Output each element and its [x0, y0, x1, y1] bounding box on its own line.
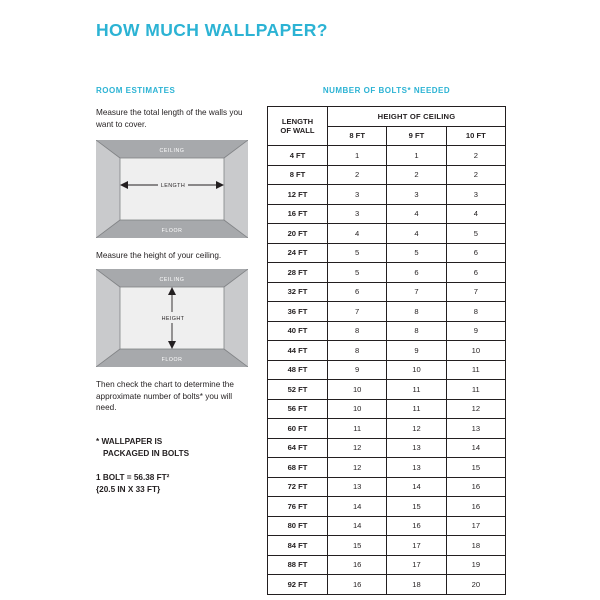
bolts-value-cell: 6	[387, 263, 446, 283]
table-row	[268, 555, 506, 575]
table-row	[268, 185, 506, 205]
bolts-value-cell: 3	[446, 185, 505, 205]
table-row	[268, 516, 506, 536]
bolts-value-cell: 8	[446, 302, 505, 322]
bolts-value-cell: 11	[446, 360, 505, 380]
row-label-wall-length: 12 FT	[268, 185, 328, 205]
section-heading-bolts-needed: NUMBER OF BOLTS* NEEDED	[322, 86, 451, 95]
bolts-value-cell: 9	[387, 341, 446, 361]
bolts-value-cell: 12	[387, 419, 446, 439]
bolts-value-cell: 2	[446, 165, 505, 185]
column-header-8ft: 8 FT	[328, 126, 387, 146]
row-label-wall-length: 80 FT	[268, 516, 328, 536]
bolts-value-cell: 12	[328, 438, 387, 458]
bolts-value-cell: 17	[387, 536, 446, 556]
row-label-wall-length: 40 FT	[268, 321, 328, 341]
bolts-value-cell: 6	[446, 243, 505, 263]
bolts-value-cell: 18	[387, 575, 446, 595]
table-row	[268, 341, 506, 361]
bolts-value-cell: 6	[328, 282, 387, 302]
row-label-wall-length: 32 FT	[268, 282, 328, 302]
bolt-size-calc	[96, 472, 248, 496]
table-row	[268, 399, 506, 419]
bolts-value-cell: 16	[328, 555, 387, 575]
bolts-value-cell: 8	[387, 321, 446, 341]
bolts-value-cell: 13	[387, 438, 446, 458]
bolts-value-cell: 14	[446, 438, 505, 458]
bolts-value-cell: 7	[328, 302, 387, 322]
row-label-wall-length: 4 FT	[268, 146, 328, 166]
table-row	[268, 282, 506, 302]
bolts-value-cell: 14	[328, 497, 387, 517]
bolts-value-cell: 6	[446, 263, 505, 283]
bolts-table-body	[268, 146, 506, 595]
row-label-wall-length: 88 FT	[268, 555, 328, 575]
row-label-wall-length: 8 FT	[268, 165, 328, 185]
table-row	[268, 224, 506, 244]
row-label-wall-length: 84 FT	[268, 536, 328, 556]
bolts-value-cell: 20	[446, 575, 505, 595]
column-header-9ft: 9 FT	[387, 126, 446, 146]
bolts-value-cell: 11	[387, 380, 446, 400]
bolts-value-cell: 9	[446, 321, 505, 341]
bolts-value-cell: 17	[446, 516, 505, 536]
row-label-wall-length: 28 FT	[268, 263, 328, 283]
row-label-wall-length: 60 FT	[268, 419, 328, 439]
ceiling-label: CEILING	[159, 276, 185, 283]
bolts-value-cell: 5	[328, 263, 387, 283]
bolts-value-cell: 8	[387, 302, 446, 322]
group-header-height-of-ceiling: HEIGHT OF CEILING	[328, 107, 506, 127]
table-row	[268, 146, 506, 166]
table-row	[268, 360, 506, 380]
bolts-value-cell: 2	[446, 146, 505, 166]
bolt-note-line2: PACKAGED IN BOLTS	[103, 449, 190, 459]
bolts-value-cell: 15	[387, 497, 446, 517]
table-row	[268, 477, 506, 497]
bolts-value-cell: 12	[328, 458, 387, 478]
row-label-wall-length: 68 FT	[268, 458, 328, 478]
bolts-value-cell: 1	[328, 146, 387, 166]
floor-label: FLOOR	[161, 356, 183, 363]
bolts-value-cell: 7	[387, 282, 446, 302]
table-row	[268, 497, 506, 517]
table-row	[268, 165, 506, 185]
bolt-note-line1: * WALLPAPER IS	[96, 437, 163, 447]
bolts-value-cell: 11	[387, 399, 446, 419]
bolts-value-cell: 16	[387, 516, 446, 536]
instruction-measure-length: Measure the total length of the walls you want to cover.	[96, 108, 243, 129]
table-row	[268, 204, 506, 224]
bolt-calc-line2: {20.5 IN X 33 FT}	[96, 485, 161, 495]
bolts-value-cell: 4	[446, 204, 505, 224]
bolts-value-cell: 10	[446, 341, 505, 361]
row-label-wall-length: 16 FT	[268, 204, 328, 224]
table-row	[268, 458, 506, 478]
row-label-wall-length: 36 FT	[268, 302, 328, 322]
bolts-value-cell: 13	[446, 419, 505, 439]
row-label-wall-length: 20 FT	[268, 224, 328, 244]
section-heading-room-estimates: ROOM ESTIMATES	[96, 86, 176, 95]
height-label: HEIGHT	[161, 315, 185, 322]
instruction-check-chart: Then check the chart to determine the approximate number of bolts* you will need.	[96, 379, 234, 413]
row-label-wall-length: 92 FT	[268, 575, 328, 595]
room-length-diagram	[96, 140, 248, 238]
column-header-10ft: 10 FT	[446, 126, 505, 146]
bolts-value-cell: 2	[328, 165, 387, 185]
bolts-table-head	[268, 107, 506, 146]
floor-label: FLOOR	[161, 227, 183, 234]
bolts-table-column	[267, 86, 506, 595]
table-row	[268, 302, 506, 322]
row-label-wall-length: 72 FT	[268, 477, 328, 497]
bolts-table	[267, 106, 506, 595]
row-label-wall-length: 24 FT	[268, 243, 328, 263]
row-label-wall-length: 52 FT	[268, 380, 328, 400]
table-row	[268, 438, 506, 458]
length-label: LENGTH	[160, 182, 186, 189]
bolts-value-cell: 5	[446, 224, 505, 244]
row-label-wall-length: 48 FT	[268, 360, 328, 380]
table-row	[268, 263, 506, 283]
table-row	[268, 575, 506, 595]
row-label-wall-length: 44 FT	[268, 341, 328, 361]
bolts-value-cell: 3	[328, 185, 387, 205]
bolts-value-cell: 9	[328, 360, 387, 380]
bolts-value-cell: 19	[446, 555, 505, 575]
corner-header-line2: OF WALL	[280, 126, 315, 135]
table-row	[268, 380, 506, 400]
bolts-value-cell: 10	[328, 380, 387, 400]
bolts-value-cell: 4	[328, 224, 387, 244]
bolts-value-cell: 4	[387, 204, 446, 224]
bolts-value-cell: 10	[387, 360, 446, 380]
bolts-value-cell: 1	[387, 146, 446, 166]
bolts-value-cell: 2	[387, 165, 446, 185]
bolts-value-cell: 15	[328, 536, 387, 556]
page-title: HOW MUCH WALLPAPER?	[96, 20, 328, 40]
table-row	[268, 419, 506, 439]
table-row	[268, 243, 506, 263]
bolts-value-cell: 17	[387, 555, 446, 575]
bolts-value-cell: 5	[328, 243, 387, 263]
bolts-value-cell: 5	[387, 243, 446, 263]
bolts-value-cell: 11	[328, 419, 387, 439]
table-row	[268, 536, 506, 556]
bolt-calc-line1: 1 BOLT = 56.38 FT²	[96, 473, 170, 483]
bolts-value-cell: 10	[328, 399, 387, 419]
row-label-wall-length: 64 FT	[268, 438, 328, 458]
bolts-value-cell: 14	[328, 516, 387, 536]
ceiling-label: CEILING	[159, 147, 185, 154]
bolts-value-cell: 4	[387, 224, 446, 244]
row-label-wall-length: 56 FT	[268, 399, 328, 419]
bolts-value-cell: 15	[446, 458, 505, 478]
bolts-value-cell: 16	[446, 497, 505, 517]
bolts-value-cell: 16	[446, 477, 505, 497]
row-label-wall-length: 76 FT	[268, 497, 328, 517]
wallpaper-bolt-note	[96, 436, 248, 460]
instruction-measure-height: Measure the height of your ceiling.	[96, 250, 222, 260]
corner-header-line1: LENGTH	[281, 116, 314, 126]
bolts-value-cell: 7	[446, 282, 505, 302]
bolts-value-cell: 8	[328, 321, 387, 341]
bolts-value-cell: 3	[328, 204, 387, 224]
bolts-value-cell: 14	[387, 477, 446, 497]
table-row	[268, 321, 506, 341]
bolts-value-cell: 12	[446, 399, 505, 419]
bolts-value-cell: 13	[328, 477, 387, 497]
bolts-value-cell: 11	[446, 380, 505, 400]
room-estimates-column	[96, 86, 248, 496]
corner-header	[268, 107, 328, 146]
bolts-value-cell: 16	[328, 575, 387, 595]
bolts-value-cell: 13	[387, 458, 446, 478]
bolts-value-cell: 3	[387, 185, 446, 205]
bolts-table-header-row-1	[268, 107, 506, 127]
bolts-value-cell: 8	[328, 341, 387, 361]
room-height-diagram	[96, 269, 248, 367]
bolts-value-cell: 18	[446, 536, 505, 556]
